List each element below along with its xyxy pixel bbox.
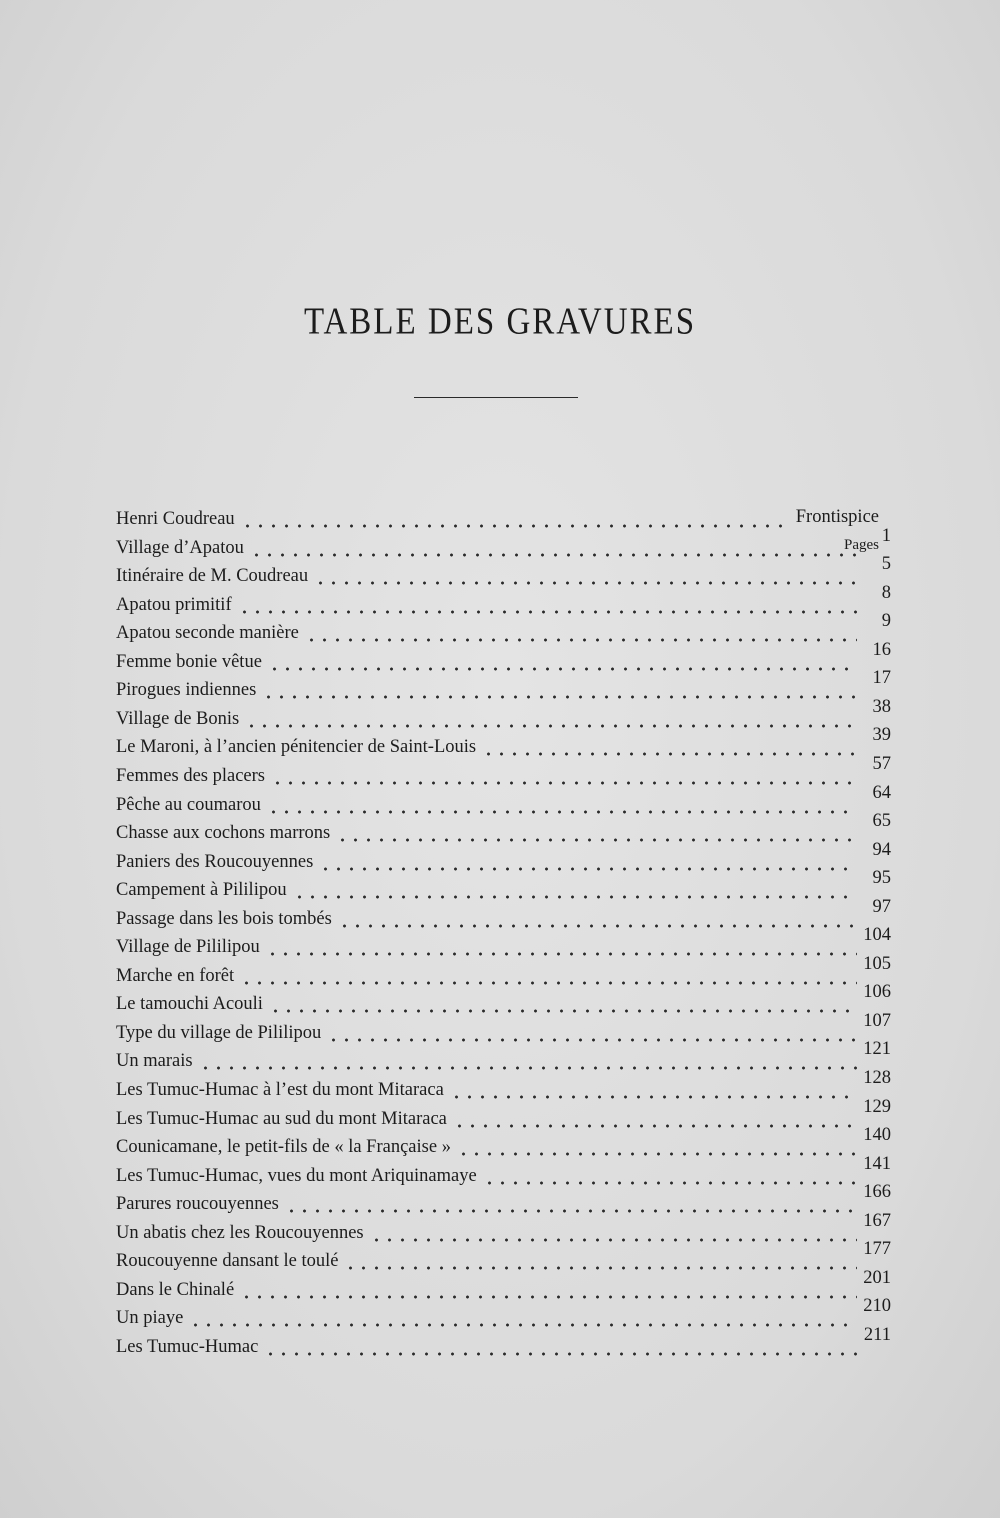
page-number: 9: [881, 611, 891, 632]
gravure-entry: [0, 696, 1000, 732]
pages-column-heading: Pages: [844, 537, 879, 553]
page-number: Frontispice: [795, 507, 879, 527]
page-number: 17: [872, 668, 891, 689]
gravure-entry: [0, 753, 1000, 789]
page-number: 8: [881, 582, 891, 603]
gravure-entry: [0, 1039, 1000, 1074]
gravure-title: Marche en forêt: [116, 965, 235, 986]
gravure-entry: [0, 1125, 1000, 1160]
gravure-title: Henri Coudreau: [116, 509, 235, 529]
page-number: 177: [863, 1239, 891, 1260]
gravure-entry: [0, 1210, 1000, 1246]
gravure-entry: [0, 504, 1000, 532]
gravure-entry: [0, 1324, 1000, 1360]
page-number: 97: [872, 896, 891, 917]
dot-leader: [199, 1066, 857, 1070]
page-number: 65: [872, 811, 891, 832]
dot-leader: [314, 581, 857, 585]
page-number: 105: [863, 953, 891, 974]
gravure-entry: [0, 982, 1000, 1017]
gravure-title: Chasse aux cochons marrons: [116, 823, 331, 844]
gravure-title: Le Maroni, à l’ancien pénitencier de Saint-Louis: [116, 737, 477, 758]
dot-leader: [269, 1009, 857, 1013]
gravure-entry: [0, 1239, 1000, 1274]
gravure-title: Le tamouchi Acouli: [116, 994, 263, 1015]
title-divider: [414, 397, 578, 398]
gravure-entry: [0, 782, 1000, 818]
page-number: 94: [872, 839, 891, 860]
dot-leader: [245, 724, 857, 728]
dot-leader: [268, 667, 857, 671]
gravure-title: Les Tumuc-Humac au sud du mont Mitaraca: [116, 1108, 447, 1129]
dot-leader: [264, 1352, 857, 1356]
page-number: 128: [863, 1068, 891, 1088]
gravure-title: Type du village de Pililipou: [116, 1022, 322, 1043]
gravure-title: Pirogues indiennes: [116, 680, 257, 701]
gravure-entry: [0, 1068, 1000, 1103]
dot-leader: [338, 924, 857, 928]
gravure-title: Campement à Pililipou: [116, 880, 287, 901]
dot-leader: [240, 981, 857, 985]
gravure-title: Un piaye: [116, 1308, 184, 1329]
gravure-title: Femmes des placers: [116, 765, 265, 786]
gravure-title: Apatou primitif: [116, 594, 232, 615]
page-number: 57: [872, 753, 891, 774]
gravure-title: Les Tumuc-Humac à l’est du mont Mitaraca: [116, 1080, 444, 1100]
page-number: 129: [863, 1096, 891, 1117]
gravure-title: Femme bonie vêtue: [116, 651, 262, 672]
gravure-entry: [0, 1267, 1000, 1303]
gravure-title: Parures roucouyennes: [116, 1194, 279, 1215]
dot-leader: [450, 1095, 857, 1099]
page-number: 1: [881, 525, 891, 546]
dot-leader: [240, 1295, 857, 1299]
gravure-title: Les Tumuc-Humac, vues du mont Ariquinamaye: [116, 1165, 477, 1186]
gravure-title: Village de Pililipou: [116, 937, 260, 958]
gravure-entry: [0, 811, 1000, 846]
dot-leader: [319, 867, 857, 871]
dot-leader: [285, 1209, 857, 1213]
gravure-entry: [0, 1096, 1000, 1132]
gravure-title: Counicamane, le petit-fils de « la Française »: [116, 1137, 451, 1158]
gravure-title: Paniers des Roucouyennes: [116, 851, 314, 872]
gravure-entry: [0, 1182, 1000, 1217]
gravure-entry: [0, 668, 1000, 703]
page-number: 166: [863, 1182, 891, 1203]
page-number: 140: [863, 1125, 891, 1146]
gravure-entry: [0, 639, 1000, 675]
page-number: 95: [872, 868, 891, 889]
page-number: 167: [863, 1210, 891, 1231]
gravure-entry: [0, 611, 1000, 646]
gravure-entry: [0, 953, 1000, 989]
dot-leader: [483, 1181, 857, 1185]
gravure-title: Les Tumuc-Humac: [116, 1336, 259, 1357]
gravure-title: Pêche au coumarou: [116, 794, 261, 815]
page-number: 104: [863, 925, 891, 946]
page-number: 201: [863, 1267, 891, 1288]
page-number: 107: [863, 1010, 891, 1031]
dot-leader: [305, 638, 857, 642]
dot-leader: [482, 752, 857, 756]
gravure-title: Dans le Chinalé: [116, 1279, 235, 1300]
gravure-title: Un abatis chez les Roucouyennes: [116, 1222, 364, 1243]
gravure-entry: [0, 582, 1000, 618]
gravure-entry: [0, 525, 1000, 561]
dot-leader: [336, 838, 857, 842]
dot-leader: [457, 1152, 857, 1156]
gravure-title: Itinéraire de M. Coudreau: [116, 566, 309, 587]
page-number: 211: [863, 1324, 891, 1345]
page-number: 16: [872, 639, 891, 660]
gravure-entry: [0, 1296, 1000, 1331]
page-number: 64: [872, 782, 891, 803]
page-number: 5: [881, 554, 891, 575]
gravure-entry: [0, 896, 1000, 932]
dot-leader: [293, 895, 857, 899]
page-number: 39: [872, 725, 891, 746]
dot-leader: [267, 810, 857, 814]
dot-leader: [344, 1266, 857, 1270]
page-number: 141: [863, 1153, 891, 1174]
gravure-entry: [0, 1010, 1000, 1046]
dot-leader: [370, 1238, 857, 1242]
page-number: 121: [863, 1039, 891, 1060]
gravure-entry: [0, 925, 1000, 960]
page-number: 106: [863, 982, 891, 1003]
dot-leader: [189, 1323, 857, 1327]
gravure-entry: [0, 839, 1000, 875]
dot-leader: [262, 695, 857, 699]
dot-leader: [250, 553, 857, 557]
dot-leader: [271, 781, 857, 785]
gravure-title: Apatou seconde manière: [116, 623, 299, 644]
dot-leader: [453, 1124, 857, 1128]
gravure-title: Passage dans les bois tombés: [116, 908, 332, 929]
gravure-title: Roucouyenne dansant le toulé: [116, 1251, 339, 1272]
dot-leader: [266, 952, 857, 956]
dot-leader: [327, 1038, 857, 1042]
gravure-entry: [0, 725, 1000, 760]
dot-leader: [238, 610, 857, 614]
gravure-entry: [0, 868, 1000, 903]
gravure-entry: [0, 1153, 1000, 1189]
bleed-through-header: [380, 92, 386, 108]
page-number: 38: [872, 696, 891, 717]
page-title: TABLE DES GRAVURES: [303, 301, 697, 343]
gravure-title: Village d’Apatou: [116, 537, 244, 558]
gravure-title: Village de Bonis: [116, 708, 240, 729]
gravure-title: Un marais: [116, 1051, 193, 1072]
gravure-entry: [0, 554, 1000, 589]
dot-leader: [241, 524, 786, 528]
page-number: 210: [863, 1296, 891, 1317]
